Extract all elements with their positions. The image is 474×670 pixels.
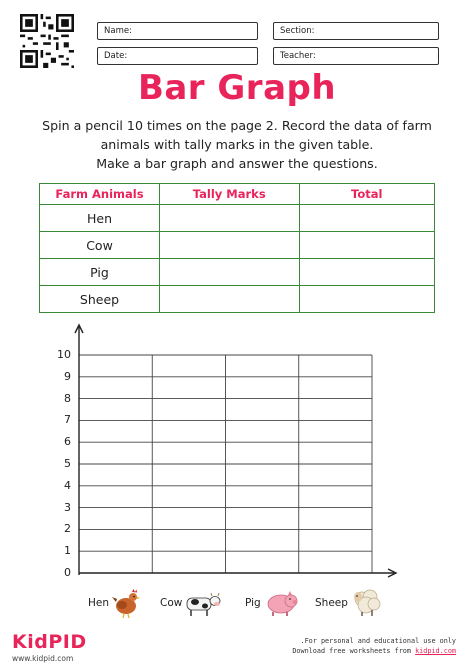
x-axis-arrow <box>388 569 396 577</box>
logo-url: www.kidpid.com <box>12 654 74 663</box>
table-row <box>40 286 435 313</box>
instruction-line: animals with tally marks in the given table. <box>100 137 374 152</box>
cow-icon <box>183 591 223 617</box>
y-tick-label: 0 <box>64 566 71 579</box>
y-tick-label: 9 <box>64 369 71 383</box>
name-field[interactable]: Name: <box>97 22 258 40</box>
y-tick-label: 1 <box>64 544 71 558</box>
y-tick-label: 7 <box>64 413 71 427</box>
total-cell[interactable] <box>299 286 435 313</box>
instruction-line: Make a bar graph and answer the questions. <box>96 156 378 171</box>
x-label-sheep: Sheep <box>315 597 348 609</box>
x-label-hen: Hen <box>88 597 110 609</box>
y-tick-label: 5 <box>64 457 71 470</box>
qr-code <box>20 14 74 68</box>
sheep-icon <box>350 585 384 617</box>
animal-cell: Sheep <box>40 286 160 313</box>
tally-table <box>39 183 435 313</box>
tally-cell[interactable] <box>159 259 299 286</box>
date-field[interactable]: Date: <box>97 47 258 65</box>
column-header: Farm Animals <box>40 184 160 205</box>
y-tick-label: 2 <box>64 522 71 536</box>
tally-cell[interactable] <box>159 286 299 313</box>
y-tick-label: 10 <box>57 348 71 361</box>
animal-cell: Hen <box>40 205 160 232</box>
y-axis-arrow <box>75 325 83 333</box>
pig-icon <box>265 589 299 617</box>
animal-cell: Pig <box>40 259 160 286</box>
x-label-cow: Cow <box>160 597 183 609</box>
tally-cell[interactable] <box>159 205 299 232</box>
y-tick-label: 8 <box>64 391 71 405</box>
y-tick-label: 3 <box>64 500 71 514</box>
table-header-row <box>40 184 435 205</box>
kidpid-logo: KidPID <box>12 631 87 653</box>
hen-icon <box>112 588 140 618</box>
instruction-line: Spin a pencil 10 times on the page 2. Record the data of farm <box>42 118 432 133</box>
y-tick-label: 6 <box>64 435 71 449</box>
instructions <box>30 116 444 173</box>
kidpid-link[interactable]: kidpid.com <box>415 647 456 655</box>
table-row <box>40 205 435 232</box>
total-cell[interactable] <box>299 232 435 259</box>
page-title: Bar Graph <box>137 68 337 108</box>
table-row <box>40 232 435 259</box>
total-cell[interactable] <box>299 259 435 286</box>
total-cell[interactable] <box>299 205 435 232</box>
y-tick-label: 4 <box>64 478 71 492</box>
footer-download-note <box>292 647 456 655</box>
column-header: Tally Marks <box>159 184 299 205</box>
animal-cell: Cow <box>40 232 160 259</box>
footer-download-text: Download free worksheets from <box>292 647 416 655</box>
teacher-field[interactable]: Teacher: <box>273 47 439 65</box>
tally-cell[interactable] <box>159 232 299 259</box>
section-field[interactable]: Section: <box>273 22 439 40</box>
x-label-pig: Pig <box>245 597 261 609</box>
footer-note: .For personal and educational use only <box>300 637 456 645</box>
column-header: Total <box>299 184 435 205</box>
table-row <box>40 259 435 286</box>
